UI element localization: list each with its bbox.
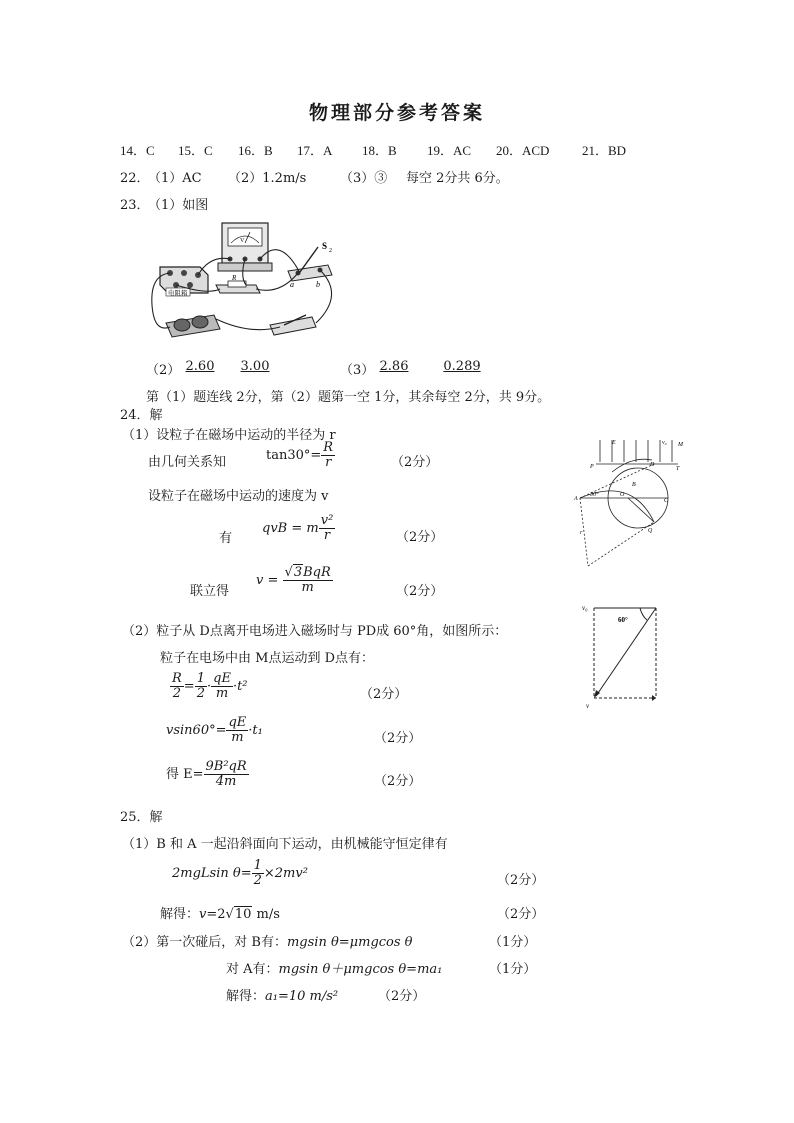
q23-part3-label: （3）: [340, 363, 375, 378]
eq4-num-b: 1: [196, 671, 205, 686]
eq5-left: vsin60°=: [166, 723, 227, 738]
q23-number: 23．: [120, 198, 150, 213]
q25-step3-eq: mgsin θ＋μmgcos θ=ma₁: [278, 962, 443, 977]
eq3-fraction: [283, 566, 333, 595]
fig1-O: O: [620, 492, 625, 498]
page-title: 物理部分参考答案: [308, 102, 485, 124]
q23-score-note: 第（1）题连线 2分，第（2）题第一空 1分，其余每空 2分，共 9分。: [146, 390, 551, 405]
q24-eq4-score: （2分）: [360, 687, 408, 702]
velocity-diagram: [580, 600, 660, 710]
eq6-left: 得 E=: [166, 767, 204, 782]
battery-icon: [166, 315, 220, 337]
q24-eq3: [256, 566, 333, 595]
eq6-num: 9B²qR: [205, 759, 247, 774]
eq4-frac-a: [170, 672, 184, 701]
eq4-den-b: 2: [196, 686, 205, 701]
q24-eq3-score: （2分）: [396, 584, 444, 599]
answer-19: 19．AC: [427, 143, 472, 158]
eq1-den: r: [325, 455, 332, 470]
eq4-tail: ·t²: [232, 679, 248, 694]
q25-eq1: [172, 859, 308, 888]
fig1-D: D: [650, 462, 655, 468]
resistor-icon: [216, 274, 260, 293]
q25-eq2-score: （2分）: [497, 907, 545, 922]
fig1-T: T: [676, 466, 680, 472]
terminal-b: b: [316, 280, 320, 289]
q25-eq1-fraction: [252, 859, 264, 888]
q25-eq1-left: 2mgLsin θ=: [172, 866, 252, 881]
q25-eq1-score: （2分）: [497, 873, 545, 888]
fig1-angle: 30°: [590, 492, 599, 498]
q24-lian: 联立得: [190, 584, 230, 599]
eq2-fraction: [319, 514, 336, 543]
q24-eq6: [166, 760, 249, 789]
fig2-v: v: [586, 702, 590, 710]
q24-eq5: [166, 716, 263, 745]
fig1-v0: v₀: [662, 440, 667, 446]
q23-answer-4: 0.289: [443, 359, 481, 374]
q25-step4: [226, 985, 338, 1004]
eq2-num: v²: [320, 513, 334, 528]
eq2-left: qvB = m: [262, 521, 319, 536]
q22-number: 22．: [120, 171, 150, 186]
answer-20: 20．ACD: [496, 143, 550, 158]
q23-answer-1: 2.60: [185, 359, 215, 374]
q23-answer-3: 2.86: [379, 359, 409, 374]
q25-eq2: 解得：v=2√10 m/s: [160, 907, 280, 922]
fig1-P: P: [590, 464, 594, 470]
eq4-frac-b: [195, 672, 207, 701]
fig1-C: C: [664, 498, 669, 504]
switch-s1-icon: [270, 315, 316, 335]
eq6-den: 4m: [215, 774, 237, 789]
q22-score-note: 每空 2分共 6分。: [406, 171, 509, 186]
q24-step2b: 粒子在电场中由 M点运动到 D点有：: [160, 651, 374, 666]
eq3-left: v =: [256, 573, 279, 588]
q25-step2: [122, 931, 413, 950]
q23-answer-2: 3.00: [240, 359, 270, 374]
eq4-den-c: m: [215, 686, 229, 701]
answer-16: 16．B: [238, 143, 273, 158]
meter-label: V: [240, 238, 245, 244]
resistor-label: R: [232, 274, 237, 282]
q25-eq2-e: m/s: [252, 907, 280, 922]
voltmeter-icon: [218, 223, 272, 271]
q23-part2-label: （2）: [146, 363, 181, 378]
eq5-tail: ·t₁: [248, 723, 263, 738]
eq3-num-rest: BqR: [303, 565, 331, 580]
q25-step4-label: 解得：: [226, 989, 266, 1004]
eq4-den-a: 2: [172, 686, 182, 701]
eq5-den: m: [231, 730, 244, 745]
q24-eq2: [262, 514, 335, 543]
eq4-num-c: qE: [213, 671, 231, 686]
fig1-A: A: [574, 496, 578, 502]
eq1-left: tan30°=: [266, 448, 322, 463]
eq3-den: m: [301, 580, 314, 595]
answer-14: 14．C: [120, 143, 155, 158]
eq3-sqrt: 3: [293, 565, 303, 580]
switch-label-sub: 2: [329, 248, 332, 254]
eq5-num: qE: [228, 715, 247, 730]
q24-eq1: [266, 441, 335, 470]
q25-eq2-b: v: [199, 907, 207, 922]
q24-step1: （1）设粒子在磁场中运动的半径为 r: [122, 428, 336, 443]
circuit-diagram: [140, 215, 350, 345]
eq4-num-a: R: [172, 671, 182, 686]
eq5-fraction: [226, 716, 248, 745]
q24-heading: 24．解: [120, 408, 163, 423]
q25-step2-label: （2）第一次碰后，对 B有：: [122, 935, 287, 950]
q25-eq1-num: 1: [253, 858, 262, 873]
eq2-den: r: [323, 528, 331, 543]
switch-s2-icon: [288, 241, 332, 289]
q24-step2: （2）粒子从 D点离开电场进入磁场时与 PD成 60°角，如图所示：: [122, 624, 508, 639]
eq1-num: R: [323, 440, 334, 455]
switch-label: S: [322, 241, 328, 251]
q25-step3-label: 对 A有：: [226, 962, 279, 977]
fig1-B: B: [632, 482, 636, 488]
eq3-num: √3BqR: [284, 565, 331, 580]
fig2-angle: 60°: [618, 616, 628, 624]
eq4-frac-c: [211, 672, 233, 701]
eq6-fraction: [204, 760, 249, 789]
q25-step2-eq: mgsin θ=μmgcos θ: [286, 935, 413, 950]
q25-heading: 25．解: [120, 810, 163, 825]
fig1-Q: Q: [648, 528, 653, 534]
q25-eq2-c: =2: [206, 907, 226, 922]
q25-eq2-a: 解得：: [160, 907, 200, 922]
fig1-E: E: [612, 440, 616, 446]
q25-eq1-den: 2: [253, 873, 262, 888]
eq4-equals: =: [183, 679, 195, 694]
q24-eq2-score: （2分）: [396, 530, 444, 545]
terminal-a: a: [290, 280, 294, 289]
q24-eq6-score: （2分）: [374, 774, 422, 789]
q24-you: 有: [219, 531, 233, 546]
eq1-fraction: [321, 441, 335, 470]
answer-18: 18．B: [362, 143, 397, 158]
q25-step4-eq: a₁=10 m/s²: [265, 989, 339, 1004]
answer-21: 21．BD: [582, 143, 627, 158]
fig1-r: r: [580, 530, 583, 536]
q24-speed-text: 设粒子在磁场中运动的速度为 v: [148, 489, 329, 504]
q25-step3-score: （1分）: [489, 962, 537, 977]
q24-eq5-score: （2分）: [374, 731, 422, 746]
q25-step4-score: （2分）: [378, 989, 426, 1004]
answer-15: 15．C: [178, 143, 213, 158]
q23-part1: （1）如图: [148, 198, 209, 213]
answer-17: 17．A: [297, 143, 333, 158]
field-diagram: [572, 436, 696, 576]
q24-eq1-score: （2分）: [391, 455, 439, 470]
q22-part3: （3）③: [340, 171, 388, 186]
q22-part1: （1）AC: [148, 171, 202, 186]
fig2-v0: v₀: [582, 604, 588, 612]
q25-step2-score: （1分）: [489, 935, 537, 950]
q22-part2: （2）1.2m/s: [228, 171, 307, 186]
q25-step1: （1）B 和 A 一起沿斜面向下运动，由机械能守恒定律有: [122, 837, 448, 852]
q24-eq4: $\frac{R}{2}$ = $\frac{1}{2}$ · $\frac{qE}{m}$ ·t²: [172, 671, 248, 701]
q25-eq1-right: ×2mv²: [263, 866, 308, 881]
q25-eq2-d: 10: [234, 907, 252, 922]
q24-geometry-label: 由几何关系知: [148, 455, 227, 470]
fig1-M: M: [678, 442, 683, 448]
resistance-box-label: 电阻箱: [168, 290, 188, 297]
q25-step3: [226, 958, 442, 977]
